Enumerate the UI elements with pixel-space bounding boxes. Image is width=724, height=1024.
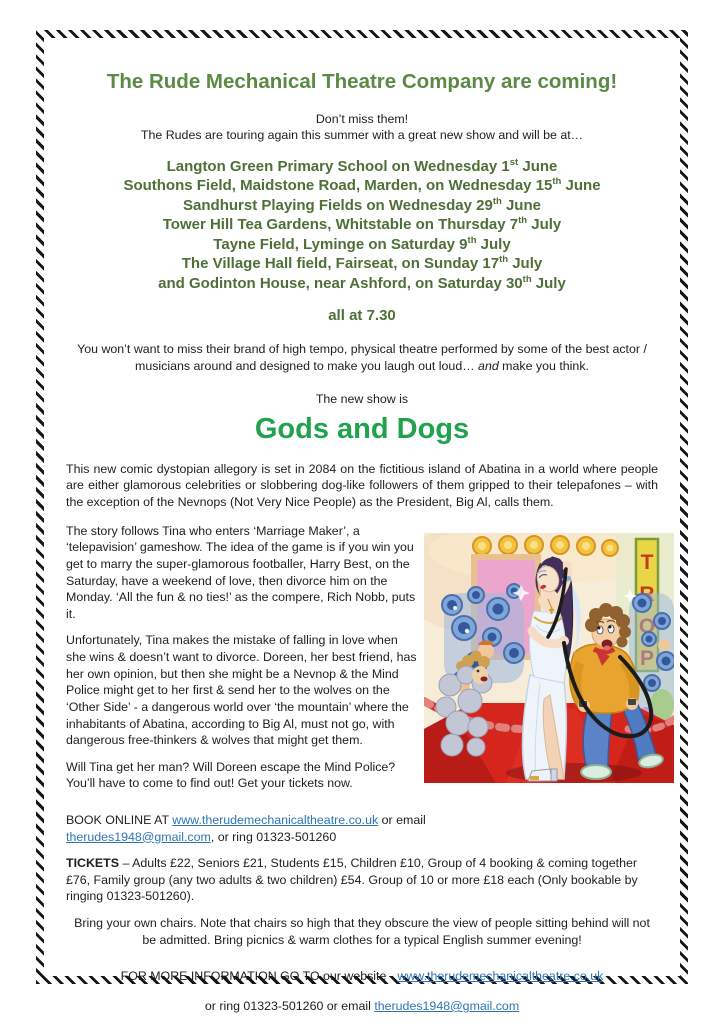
story-paragraph-2: Unfortunately, Tina makes the mistake of falling in love when she wins & doesn’t want to divorce. Doreen, her best friend, has her own opinion, but then she might be a Nevnop & the Mind Police might get to her first & send her to the wolves on the ‘Other Side’ - a dangerous world over ‘the mountain’ where the inhabitants of Abatina, according to Big Al, must not go, with dangerous free-thinkers & wolves that might get them. xyxy=(66,633,417,748)
venue-list xyxy=(66,157,658,294)
story-column xyxy=(66,523,418,802)
ring-line: or ring 01323-501260 or email therudes1948@gmail.com xyxy=(204,998,520,1013)
venue-line: The Village Hall field, Fairseat, on Sunday 17th July xyxy=(181,254,543,273)
tempo-paragraph: You won’t want to miss their brand of high tempo, physical theatre performed by some of the best actor / musicians around and designed to make you laugh out loud… and make you think. xyxy=(77,342,647,374)
tickets-paragraph: TICKETS – Adults £22, Seniors £21, Students £15, Children £10, Group of 4 booking & coming together £76, Family group (any two adults & two children) £54. Group of 10 or more £18 each (Only bookable by ringing 01323-501260). xyxy=(66,856,638,904)
intro-line-1: Don’t miss them! xyxy=(315,111,409,126)
story-paragraph-3: Will Tina get her man? Will Doreen escape the Mind Police? You’ll have to come to find out! Get your tickets now. xyxy=(66,759,396,791)
venue-line: Tayne Field, Lyminge on Saturday 9th July xyxy=(213,234,511,253)
story-section xyxy=(66,523,658,802)
intro-block xyxy=(66,111,658,144)
story-paragraph-1: The story follows Tina who enters ‘Marriage Maker’, a ‘telepavision’ gameshow. The idea of the game is if you win you get to marry the super-glamorous footballer, Harry Best, on the Saturday, have a weekend of love, then divorce him on the Monday. ‘All the fun & no ties!’ as the compere, Rich Nobb, puts it. xyxy=(66,523,416,621)
venue-line: Langton Green Primary School on Wednesday 1st June xyxy=(166,156,558,175)
showtime-line: all at 7.30 xyxy=(328,307,396,325)
flyer-content xyxy=(52,46,672,1013)
email-link-footer[interactable]: therudes1948@gmail.com xyxy=(374,998,520,1013)
venue-line: and Godinton House, near Ashford, on Saturday 30th July xyxy=(158,273,566,292)
venue-line: Sandhurst Playing Fields on Wednesday 29th June xyxy=(183,195,541,214)
chairs-paragraph: Bring your own chairs. Note that chairs so high that they obscure the view of people sitting behind will not be admitted. Bring picnics & warm clothes for a typical English summer evening! xyxy=(74,915,650,947)
tickets-label: TICKETS xyxy=(66,856,120,871)
website-link-footer[interactable]: www.therudemechanicaltheatre.co.uk xyxy=(397,969,604,984)
show-illustration xyxy=(424,533,674,783)
website-link[interactable]: www.therudemechanicaltheatre.co.uk xyxy=(172,812,379,827)
synopsis-paragraph: This new comic dystopian allegory is set in 2084 on the fictitious island of Abatina in a world where people are either glamorous celebrities or slobbering dog-like followers of them gripped to their telepafones – with the exception of the Nevnops (Not Very Nice People) as the President, Big Al, calls them. xyxy=(66,461,658,509)
striped-border xyxy=(36,30,688,1013)
book-online-paragraph: BOOK ONLINE AT www.therudemechanicaltheatre.co.uk or email therudes1948@gmail.com, or ring 01323-501260 xyxy=(66,812,426,844)
new-show-line: The new show is xyxy=(315,391,409,406)
venue-line: Southons Field, Maidstone Road, Marden, on Wednesday 15th June xyxy=(123,176,601,195)
venue-line: Tower Hill Tea Gardens, Whitstable on Thursday 7th July xyxy=(162,215,562,234)
email-link[interactable]: therudes1948@gmail.com xyxy=(66,829,211,844)
intro-line-2: The Rudes are touring again this summer with a great new show and will be at… xyxy=(140,128,584,143)
page-title: The Rude Mechanical Theatre Company are coming! xyxy=(106,70,618,93)
svg-text:T: T xyxy=(640,550,654,574)
more-info-line: FOR MORE INFORMATION GO TO our website - www.therudemechanicaltheatre.co.uk xyxy=(120,969,604,984)
show-title: Gods and Dogs xyxy=(254,413,470,446)
